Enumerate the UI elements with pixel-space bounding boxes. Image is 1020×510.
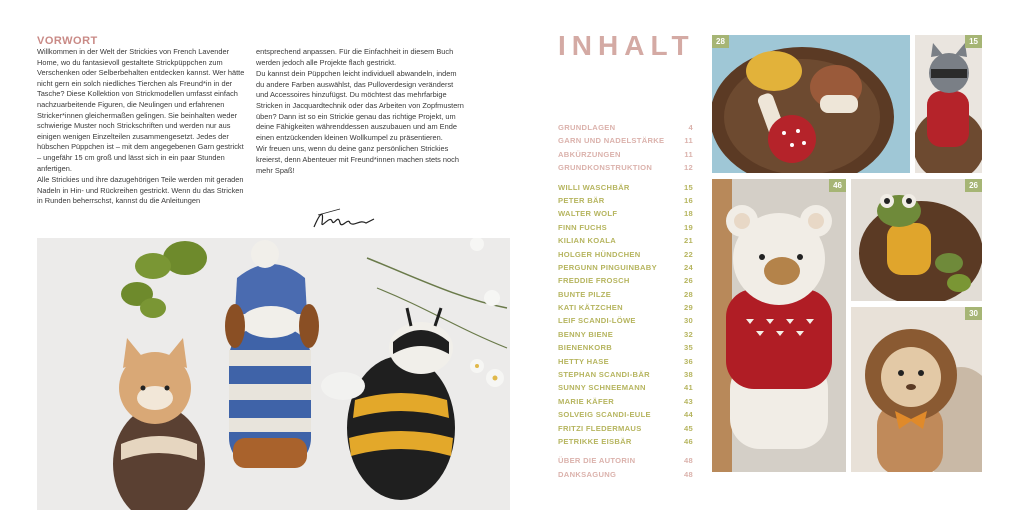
- toc-page: 48: [683, 469, 693, 479]
- toc-page: 15: [683, 182, 693, 192]
- toc-entry[interactable]: [558, 341, 693, 354]
- toc-label: WALTER WOLF: [558, 209, 618, 219]
- toc-page: 16: [683, 195, 693, 205]
- page-number-badge: 26: [965, 179, 982, 192]
- toc-page: 43: [683, 396, 693, 406]
- foreword-paragraph: Wir freuen uns, wenn du deine ganz persönlichen Strickies kreierst, denn Abenteuer mit Freund*innen machen stets noch mehr Spaß!: [256, 144, 459, 175]
- toc-entry[interactable]: [558, 134, 693, 147]
- toc-page: 46: [683, 436, 693, 446]
- bear-photo: [712, 179, 846, 472]
- toc-page: 11: [684, 136, 693, 146]
- toc-entry[interactable]: [558, 288, 693, 301]
- page-number-badge: 46: [829, 179, 846, 192]
- foreword-paragraph: entsprechend anpassen. Für die Einfachheit in diesem Buch werden jedoch alle Projekte flach gestrickt.: [256, 47, 454, 67]
- toc-page: 26: [683, 276, 693, 286]
- toc-page: 19: [683, 222, 693, 232]
- toc-label: FREDDIE FROSCH: [558, 276, 630, 286]
- foreword-heading: VORWORT: [37, 35, 98, 47]
- toc-entry[interactable]: [558, 261, 693, 274]
- toc-page: 48: [683, 456, 693, 466]
- toc-label: ABKÜRZUNGEN: [558, 149, 621, 159]
- foreword-paragraph: Willkommen in der Welt der Strickies von French Lavender Home, wo du fantasievoll gestaltete Strickpüppchen zum Verschenken oder Selberbehalten entdecken kannst. Wer hätte nicht gern ein solch niedliches Tierchen als Freund*in in der Tasche? Diese Kollektion von Strickmodellen umfasst einfach nachzuarbeitende Figuren, die Neulingen und erfahrenen Stricker*innen gleichermaßen gelingen. Sie beinhalten weder schwierige Muster noch Strickschriften und werden nur aus einigen wenigen Einzelteilen zusammengesetzt. Jedes der hübschen Püppchen ist – mit dem angegebenen Garn gestrickt – ungefähr 15 cm groß und lässt sich in ein paar Stunden anfertigen.: [37, 47, 245, 173]
- toc-page: 41: [683, 383, 693, 393]
- toc-entry[interactable]: [558, 355, 693, 368]
- toc-label: FINN FUCHS: [558, 222, 607, 232]
- knitted-toys-photo: [37, 238, 510, 510]
- toc-page: 12: [683, 163, 693, 173]
- toc-label: WILLI WASCHBÄR: [558, 182, 630, 192]
- toc-page: 38: [683, 370, 693, 380]
- toc-entry[interactable]: [558, 207, 693, 220]
- toc-page: 45: [683, 423, 693, 433]
- toc-label: ÜBER DIE AUTORIN: [558, 456, 636, 466]
- toc-label: HOLGER HÜNDCHEN: [558, 249, 641, 259]
- toc-label: BIENENKORB: [558, 343, 613, 353]
- toc-page: 11: [684, 149, 693, 159]
- toc-entry[interactable]: [558, 408, 693, 421]
- toc-entry[interactable]: [558, 148, 693, 161]
- table-of-contents: [558, 121, 693, 481]
- toc-label: GARN UND NADELSTÄRKE: [558, 136, 665, 146]
- toc-page: 22: [683, 249, 693, 259]
- toc-label: SOLVEIG SCANDI-EULE: [558, 410, 651, 420]
- lion-photo: [851, 307, 982, 472]
- toc-entry[interactable]: [558, 194, 693, 207]
- toc-label: PERGUNN PINGUINBABY: [558, 262, 657, 272]
- toc-page: 4: [688, 123, 693, 132]
- toc-page: 29: [683, 303, 693, 313]
- toc-entry[interactable]: [558, 435, 693, 448]
- toc-label: PETRIKKE EISBÄR: [558, 436, 632, 446]
- toc-page: 36: [683, 356, 693, 366]
- toc-label: KATI KÄTZCHEN: [558, 303, 623, 313]
- raccoon-photo: [915, 35, 982, 173]
- mushrooms-photo: [712, 35, 910, 173]
- toc-label: BENNY BIENE: [558, 329, 614, 339]
- contents-title: INHALT: [558, 30, 695, 61]
- foreword-paragraph: Du kannst dein Püppchen leicht individuell abwandeln, indem du andere Farben auswählst, das Pulloverdesign veränderst und Accessoires hinzufügst. Du möchtest das mehrfarbige Stricken in Jacquardtechnik oder das Arbeiten von Zopfmustern üben? Dann ist so ein Strickie genau das richtige Projekt, um deine Fähigkeiten währenddessen auszubauen und am Ende einen entzückenden kleinen Wollkumpel zu präsentieren.: [256, 69, 464, 142]
- toc-entry[interactable]: [558, 181, 693, 194]
- frog-photo: [851, 179, 982, 301]
- toc-entry[interactable]: [558, 454, 693, 467]
- toc-entry[interactable]: [558, 234, 693, 247]
- toc-entry[interactable]: [558, 381, 693, 394]
- toc-entry[interactable]: [558, 301, 693, 314]
- toc-label: GRUNDLAGEN: [558, 123, 616, 132]
- toc-label: PETER BÄR: [558, 195, 605, 205]
- foreword-column-2: [256, 47, 466, 177]
- toc-label: MARIE KÄFER: [558, 396, 615, 406]
- toc-page: 30: [683, 316, 693, 326]
- toc-label: BUNTE PILZE: [558, 289, 612, 299]
- toc-page: 21: [683, 236, 693, 246]
- toc-label: STEPHAN SCANDI-BÄR: [558, 370, 650, 380]
- toc-entry[interactable]: [558, 248, 693, 261]
- toc-page: 35: [683, 343, 693, 353]
- toc-label: DANKSAGUNG: [558, 469, 617, 479]
- toc-page: 32: [683, 329, 693, 339]
- page-number-badge: 28: [712, 35, 729, 48]
- toc-label: FRITZI FLEDERMAUS: [558, 423, 642, 433]
- foreword-paragraph: Alle Strickies und ihre dazugehörigen Teile werden mit geraden Nadeln in Hin- und Rückreihen gestrickt. Wenn du das Stricken in Runden beherrschst, kannst du die Anleitungen: [37, 175, 244, 206]
- toc-page: 24: [683, 262, 693, 272]
- signature: [310, 205, 380, 233]
- page-number-badge: 30: [965, 307, 982, 320]
- toc-entry[interactable]: [558, 314, 693, 327]
- toc-entry[interactable]: [558, 395, 693, 408]
- toc-entry[interactable]: [558, 468, 693, 481]
- toc-entry[interactable]: [558, 221, 693, 234]
- toc-label: HETTY HASE: [558, 356, 609, 366]
- toc-label: LEIF SCANDI-LÖWE: [558, 316, 636, 326]
- toc-entry[interactable]: [558, 328, 693, 341]
- toc-page: 28: [683, 289, 693, 299]
- toc-entry[interactable]: [558, 274, 693, 287]
- toc-entry[interactable]: [558, 121, 693, 134]
- toc-entry[interactable]: [558, 161, 693, 174]
- toc-label: SUNNY SCHNEEMANN: [558, 383, 646, 393]
- toc-entry[interactable]: [558, 422, 693, 435]
- toc-entry[interactable]: [558, 368, 693, 381]
- toc-label: KILIAN KOALA: [558, 236, 617, 246]
- foreword-column-1: [37, 47, 247, 208]
- toc-page: 18: [683, 209, 693, 219]
- toc-page: 44: [683, 410, 693, 420]
- page-number-badge: 15: [965, 35, 982, 48]
- toc-label: GRUNDKONSTRUKTION: [558, 163, 653, 173]
